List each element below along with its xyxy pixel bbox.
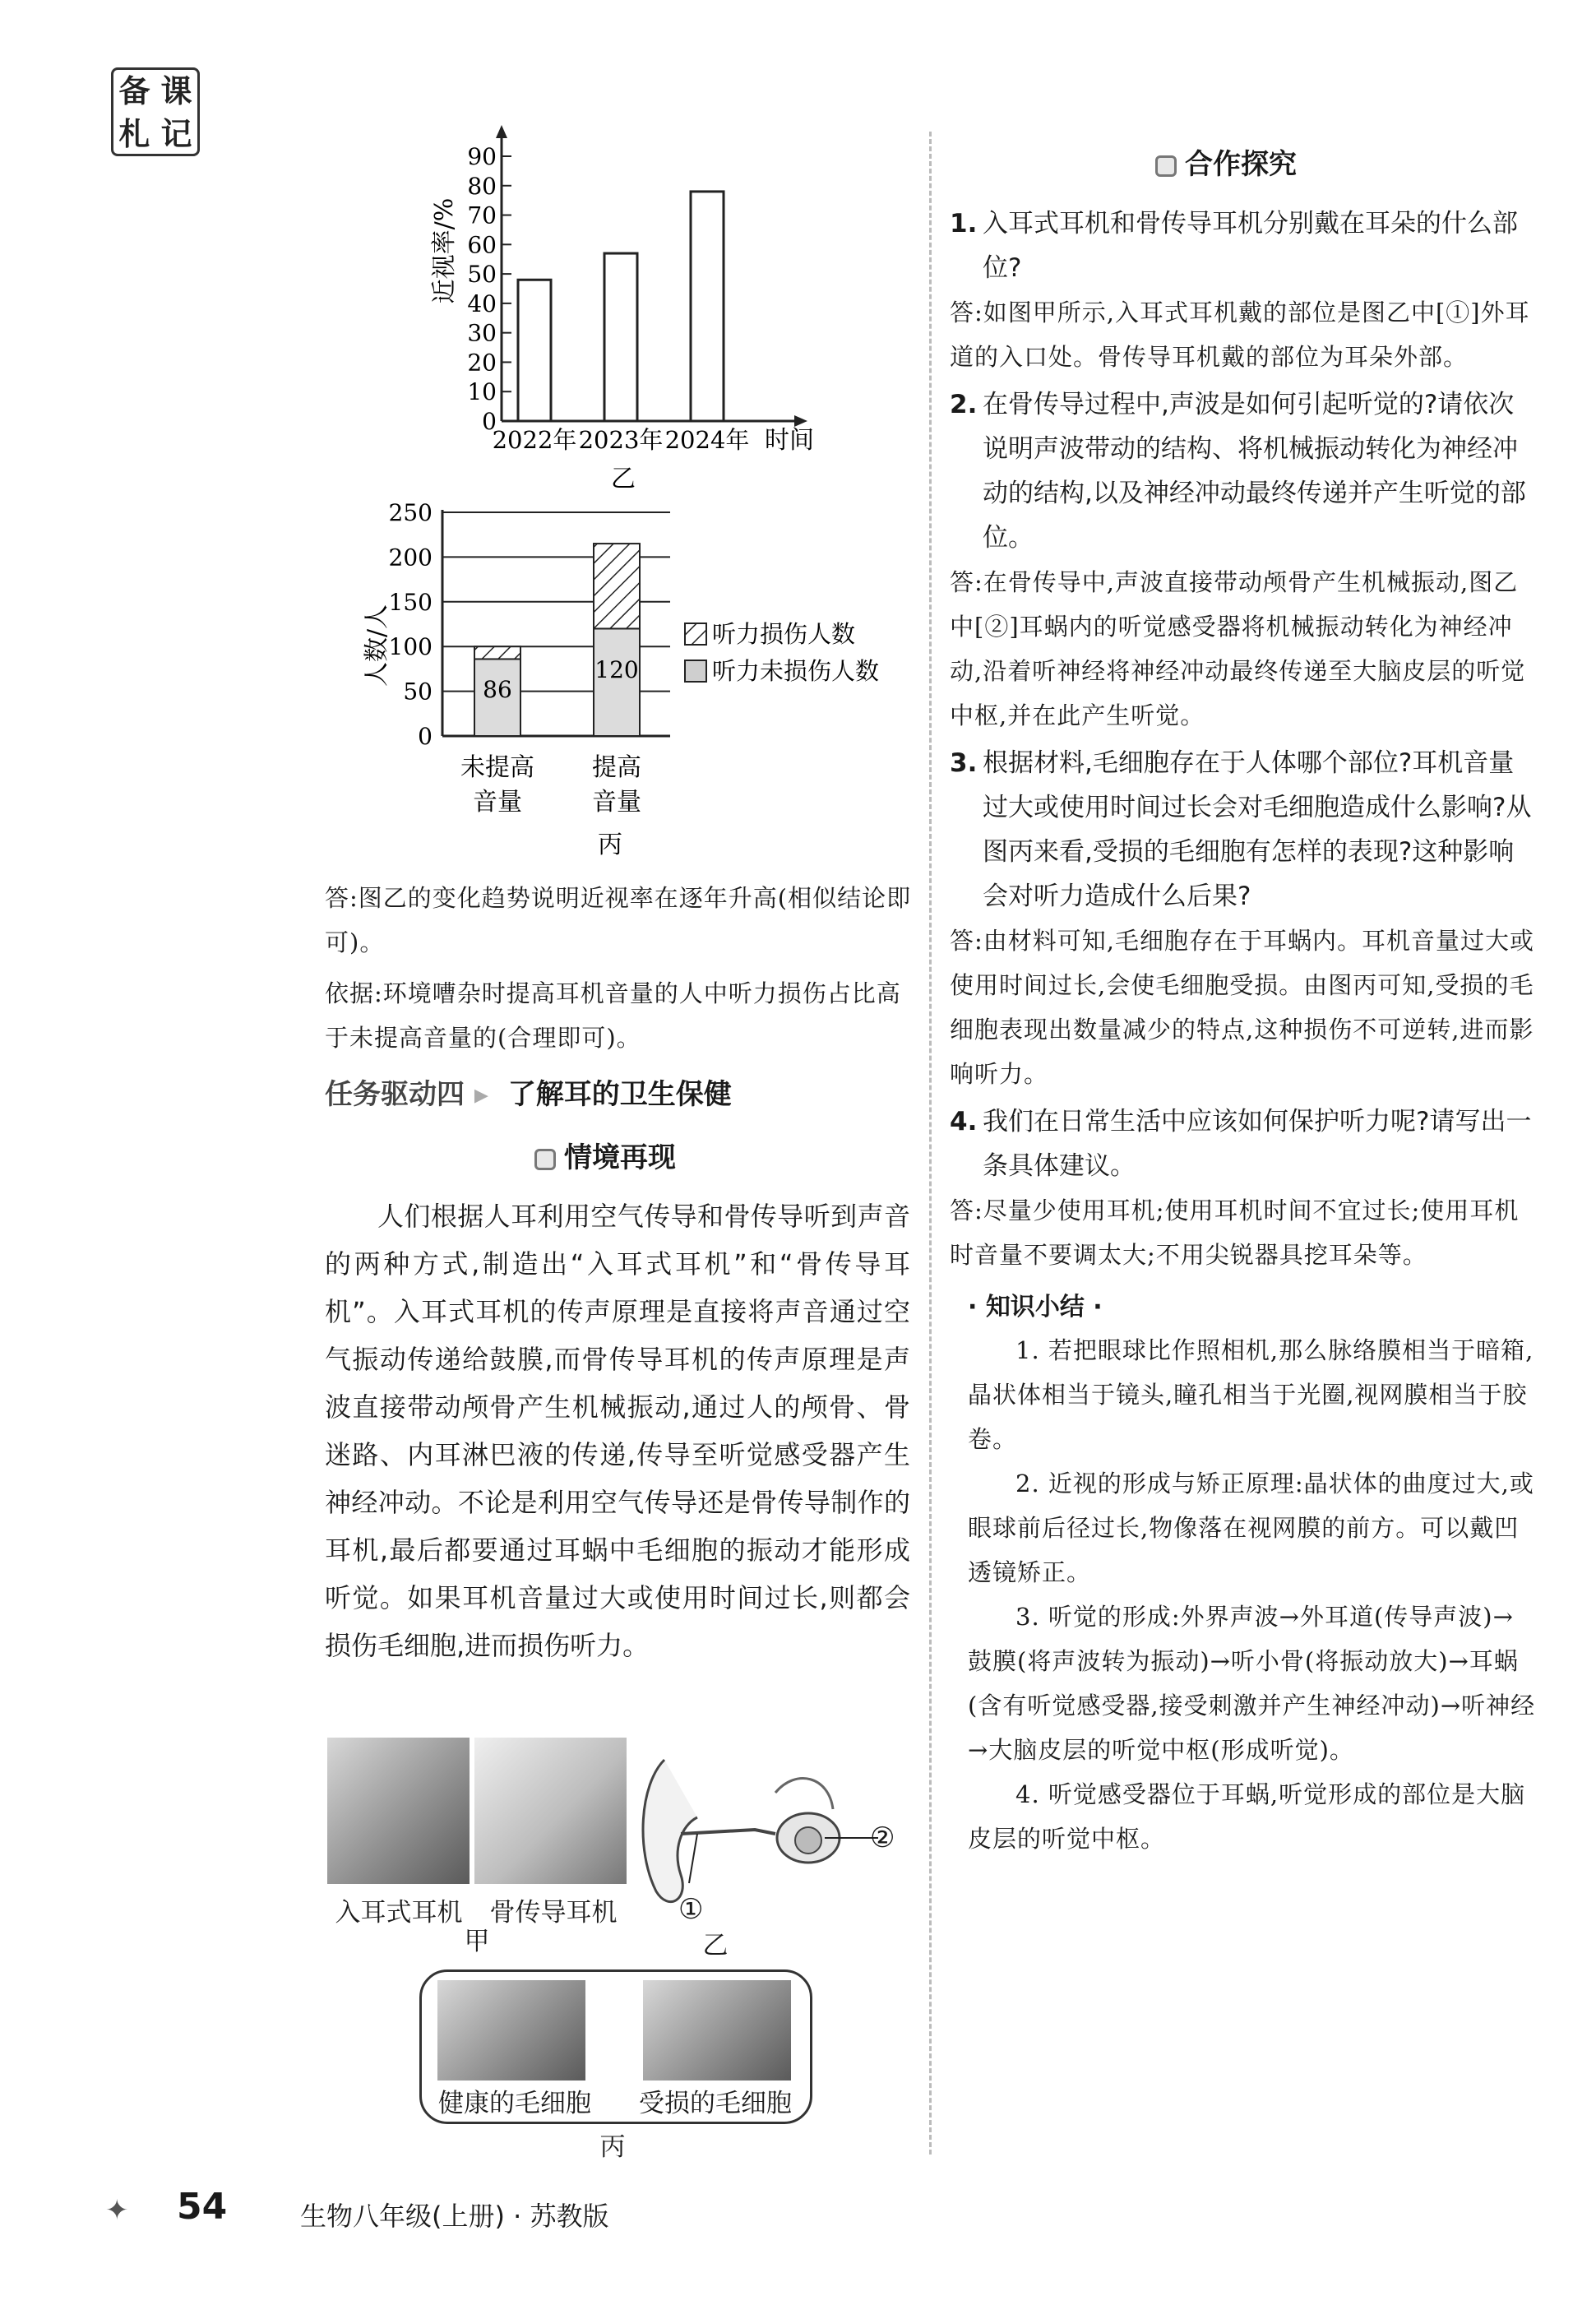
chart-bing-tick-label: 100 (388, 633, 433, 661)
q4-text: 我们在日常生活中应该如何保护听力呢?请写出一条具体建议。 (983, 1107, 1532, 1181)
chart-yi-bar (604, 253, 637, 421)
chart-yi-tick-label: 0 (482, 408, 497, 435)
chart-bing-tick-label: 200 (388, 544, 433, 572)
caption-in-ear: 入耳式耳机 (335, 1898, 463, 1928)
q3-num: 3. (950, 748, 978, 778)
scene-icon (534, 1149, 556, 1170)
task-label: 任务驱动四 (325, 1078, 465, 1111)
cat1-line2: 音量 (473, 788, 522, 817)
chart-yi-xarrow (794, 415, 807, 427)
caption-bone: 骨传导耳机 (489, 1898, 618, 1928)
answer-basis: 依据:环境嘈杂时提高耳机音量的人中听力损伤占比高于未提高音量的(合理即可)。 (325, 979, 901, 1052)
cat2-line1: 提高 (592, 753, 641, 782)
stamp-char: 备 (118, 73, 150, 109)
footer-ornament-icon: ✦ (105, 2194, 129, 2227)
chart-bing-tick-label: 150 (388, 588, 433, 616)
answer-chart-yi: 答:图乙的变化趋势说明近视率在逐年升高(相似结论即可)。 (325, 884, 912, 956)
caption-bing: 丙 (599, 2132, 626, 2162)
chart-bing-tick-label: 0 (418, 723, 433, 750)
bar-label-86: 86 (483, 676, 512, 703)
stamp-char: 札 (118, 116, 150, 152)
marker-2: ② (870, 1821, 895, 1854)
chart-yi-caption: 乙 (611, 465, 636, 493)
chart-yi-tick-label: 90 (467, 143, 497, 170)
legend-swatch-undamaged (685, 660, 706, 682)
summary-2: 2. 近视的形成与矫正原理:晶状体的曲度过大,或眼球前后径过长,物像落在视网膜的前方。可以戴凹透镜矫正。 (968, 1470, 1534, 1586)
answer-3: 答:由材料可知,毛细胞存在于耳蜗内。耳机音量过大或使用时间过长,会使毛细胞受损。由图丙可知,受损的毛细胞表现出数量减少的特点,这种损伤不可逆转,进而影响听力。 (950, 927, 1534, 1088)
chart-yi-bar (691, 192, 724, 421)
stamp-char: 记 (160, 116, 192, 152)
question-3 (950, 741, 1538, 919)
scene-paragraph: 人们根据人耳利用空气传导和骨传导听到声音的两种方式,制造出“入耳式耳机”和“骨传导耳机”。入耳式耳机的传声原理是直接将声音通过空气振动传递给鼓膜,而骨传导耳机的传声原理是声波直接带动颅骨产生机械振动,通过人的颅骨、骨迷路、内耳淋巴液的传递,传导至听觉感受器产生神经冲动。不论是利用空气传导还是骨传导制作的耳机,最后都要通过耳蜗中毛细胞的振动才能形成听觉。如果耳机音量过大或使用时间过长,则都会损伤毛细胞,进而损伤听力。 (325, 1201, 910, 1661)
chart-bing-tick-label: 250 (388, 499, 433, 526)
ear-structure-diagram (631, 1735, 903, 1949)
chart-yi-tick-label: 60 (467, 231, 497, 259)
chart-yi-tick-label: 20 (467, 349, 497, 377)
legend-damaged: 听力损伤人数 (712, 620, 856, 648)
q1-num: 1. (950, 209, 978, 238)
damaged-hair-cell-photo (643, 1980, 791, 2081)
summary-title: · 知识小结 · (968, 1293, 1103, 1321)
chart-yi-tick-label: 70 (467, 201, 497, 229)
stamp-char: 课 (160, 73, 192, 109)
question-2 (950, 382, 1538, 560)
chart-yi-xlabel: 时间 (765, 426, 814, 455)
q2-num: 2. (950, 390, 978, 419)
q1-text: 入耳式耳机和骨传导耳机分别戴在耳朵的什么部位? (983, 209, 1518, 283)
hearing-bar-chart (354, 493, 921, 880)
chart-yi-tick-label: 40 (467, 289, 497, 317)
q4-num: 4. (950, 1107, 978, 1136)
marker-1: ① (678, 1893, 704, 1926)
summary-4: 4. 听觉感受器位于耳蜗,听觉形成的部位是大脑皮层的听觉中枢。 (968, 1780, 1526, 1853)
answer-4: 答:尽量少使用耳机;使用耳机时间不宜过长;使用耳机时音量不要调太大;不用尖锐器具挖耳朵等。 (950, 1196, 1520, 1269)
bar-label-120: 120 (594, 656, 639, 683)
answer-2: 答:在骨传导中,声波直接带动颅骨产生机械振动,图乙中[②]耳蜗内的听觉感受器将机械振动转化为神经冲动,沿着听神经将神经冲动最终传递至大脑皮层的听觉中枢,并在此产生听觉。 (950, 568, 1526, 729)
caption-healthy: 健康的毛细胞 (438, 2089, 591, 2118)
summary-3: 3. 听觉的形成:外界声波→外耳道(传导声波)→鼓膜(将声波转为振动)→听小骨(将振动放大)→耳蜗(含有听觉感受器,接受刺激并产生神经冲动)→听神经→大脑皮层的听觉中枢(形成听觉)。 (968, 1603, 1536, 1764)
chart-bing-bar-damaged (594, 544, 640, 628)
chart-bing-bar-damaged (474, 646, 520, 659)
chart-yi-ylabel: 近视率/% (430, 197, 459, 304)
caption-jia: 甲 (464, 1927, 490, 1956)
notes-stamp (111, 67, 200, 156)
question-4 (950, 1099, 1538, 1188)
myopia-bar-chart (411, 123, 839, 510)
chart-bing-ylabel: 人数/人 (363, 604, 391, 687)
chart-yi-category: 2024年 (664, 426, 750, 454)
summary-1: 1. 若把眼球比作照相机,那么脉络膜相当于暗箱,晶状体相当于镜头,瞳孔相当于光圈,视网膜相当于胶卷。 (968, 1336, 1534, 1453)
scene-heading (534, 1135, 676, 1175)
q2-text: 在骨传导过程中,声波是如何引起听觉的?请依次说明声波带动的结构、将机械振动转化为神经冲动的结构,以及神经冲动最终传递并产生听觉的部位。 (983, 390, 1526, 553)
chart-yi-yarrow (496, 125, 507, 138)
chart-yi-category: 2023年 (578, 426, 664, 454)
cooperate-icon (1155, 155, 1177, 177)
question-1 (950, 201, 1538, 290)
answer-1: 答:如图甲所示,入耳式耳机戴的部位是图乙中[①]外耳道的入口处。骨传导耳机戴的部位为耳朵外部。 (950, 299, 1530, 371)
healthy-hair-cell-photo (437, 1980, 585, 2081)
legend-swatch-damaged (685, 623, 706, 645)
task-arrow-icon: ▸ (474, 1078, 488, 1111)
task-heading (325, 1072, 732, 1112)
chart-yi-tick-label: 30 (467, 319, 497, 347)
chart-yi-bar (518, 280, 551, 421)
chart-yi-tick-label: 80 (467, 172, 497, 200)
book-title: 生物八年级(上册) · 苏教版 (300, 2201, 609, 2232)
in-ear-earphone-photo (327, 1738, 470, 1884)
chart-yi-tick-label: 50 (467, 261, 497, 289)
cat2-line2: 音量 (592, 788, 641, 817)
column-divider (929, 132, 932, 2155)
q3-text: 根据材料,毛细胞存在于人体哪个部位?耳机音量过大或使用时间过长会对毛细胞造成什么影响?从图丙来看,受损的毛细胞有怎样的表现?这种影响会对听力造成什么后果? (983, 748, 1532, 911)
bone-conduction-earphone-photo (474, 1738, 627, 1884)
scene-title: 情境再现 (564, 1141, 676, 1174)
chart-yi-tick-label: 10 (467, 378, 497, 406)
task-title: 了解耳的卫生保健 (507, 1078, 732, 1111)
page-number: 54 (177, 2186, 228, 2228)
caption-yi: 乙 (702, 1931, 729, 1960)
chart-yi-category: 2022年 (492, 426, 577, 454)
caption-damaged: 受损的毛细胞 (639, 2089, 792, 2118)
chart-bing-caption: 丙 (598, 831, 622, 859)
legend-undamaged: 听力未损伤人数 (712, 657, 880, 685)
cat1-line1: 未提高 (460, 753, 534, 782)
cooperative-heading (1155, 141, 1297, 182)
section-title: 合作探究 (1185, 148, 1297, 181)
chart-bing-tick-label: 50 (403, 678, 433, 706)
